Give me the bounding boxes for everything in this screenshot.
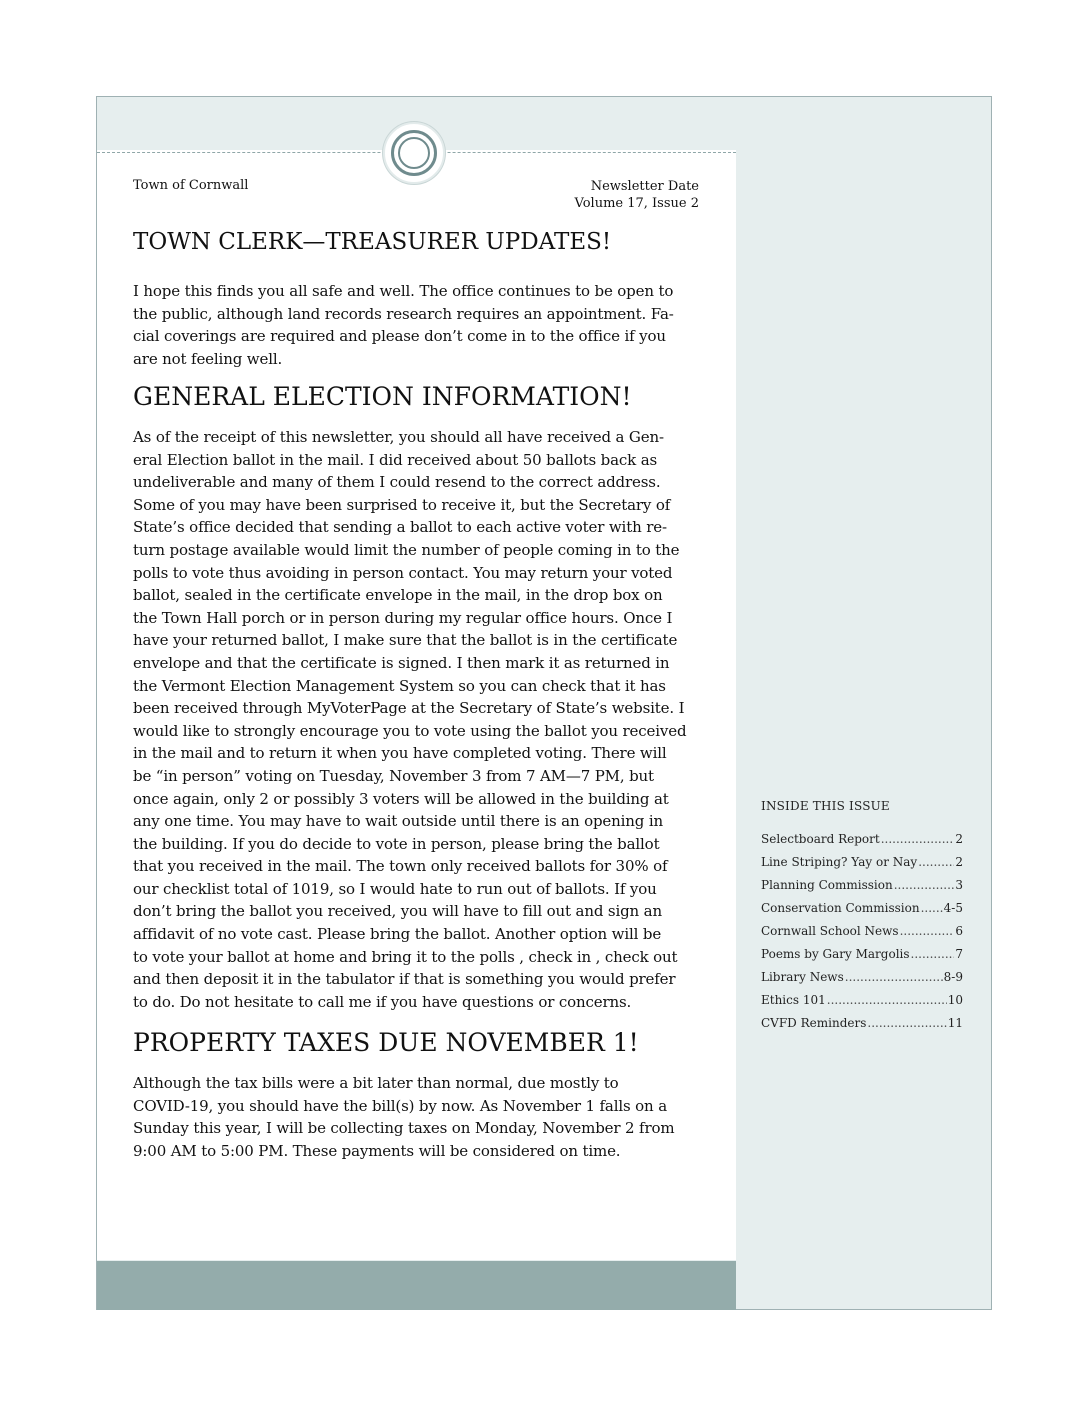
body-line: the building. If you do decide to vote in person, please bring the ballot [133,834,660,853]
toc-item[interactable] [761,851,963,874]
body-line: State’s office decided that sending a ballot to each active voter with re- [133,518,667,537]
toc-item-page: 8-9 [943,970,963,984]
article-property-taxes [133,1028,707,1162]
toc-item-label: Library News [761,970,844,984]
body-line: would like to strongly encourage you to vote using the ballot you received [133,721,687,740]
body-line: I hope this finds you all safe and well. The office continues to be open to [133,282,674,300]
toc-item[interactable] [761,943,963,966]
body-line: the public, although land records research requires an appointment. Fa- [133,304,674,323]
body-line: once again, only 2 or possibly 3 voters will be allowed in the building at [133,789,669,808]
body-line: be “in person” voting on Tuesday, November 3 from 7 AM—7 PM, but [133,766,654,785]
toc-item-page: 10 [947,993,963,1007]
toc-item-page: 4-5 [943,901,963,915]
toc-leader-dots [918,851,954,874]
body-line: Some of you may have been surprised to receive it, but the Secretary of [133,495,671,514]
body-line: affidavit of no vote cast. Please bring the ballot. Another option will be [133,925,662,944]
toc-item-label: Planning Commission [761,878,893,892]
footer-band [97,1261,736,1310]
toc-item-page: 2 [955,832,963,846]
toc-item-label: Line Striping? Yay or Nay [761,855,918,869]
toc-leader-dots [911,943,955,966]
article-clerk-updates [133,228,707,370]
body-line: 9:00 AM to 5:00 PM. These payments will be considered on time. [133,1141,621,1160]
article-body [133,426,707,1013]
toc-item[interactable] [761,874,963,897]
toc-leader-dots [881,828,955,851]
newsletter-date: Newsletter Date [590,179,699,194]
body-line: that you received in the mail. The town only received ballots for 30% of [133,857,668,876]
body-line: undeliverable and many of them I could resend to the correct address. [133,473,661,492]
toc-item-label: Cornwall School News [761,924,899,938]
volume-issue: Volume 17, Issue 2 [574,196,699,211]
body-line: are not feeling well. [133,349,283,368]
body-line: been received through MyVoterPage at the Secretary of State’s website. I [133,699,685,718]
toc-item[interactable] [761,897,963,920]
toc-title: INSIDE THIS ISSUE [761,799,890,813]
toc-item-page: 2 [955,855,963,869]
toc-item-page: 11 [947,1016,963,1030]
body-line: and then deposit it in the tabulator if that is something you would prefer [133,970,676,989]
toc-leader-dots [867,1012,946,1035]
article-heading: TOWN CLERK—TREASURER UPDATES! [133,229,612,255]
toc-list [761,828,963,1035]
body-line: turn postage available would limit the number of people coming in to the [133,540,680,559]
body-line: cial coverings are required and please don’t come in to the office if you [133,327,666,346]
body-line: any one time. You may have to wait outside until there is an opening in [133,812,664,831]
body-line: don’t bring the ballot you received, you will have to fill out and sign an [133,902,662,921]
body-line: the Town Hall porch or in person during my regular office hours. Once I [133,608,673,627]
ring-ornament-icon [383,122,445,184]
toc-item[interactable] [761,1012,963,1035]
inside-this-issue [761,798,963,1035]
toc-item-label: CVFD Reminders [761,1016,867,1030]
body-line: Although the tax bills were a bit later than normal, due mostly to [133,1074,619,1092]
body-line: As of the receipt of this newsletter, you should all have received a Gen- [133,428,664,446]
body-line: our checklist total of 1019, so I would hate to run out of ballots. If you [133,879,657,898]
body-line: to do. Do not hesitate to call me if you have questions or concerns. [133,992,632,1011]
body-line: ballot, sealed in the certificate envelope in the mail, in the drop box on [133,586,663,605]
town-name: Town of Cornwall [133,178,249,193]
article-heading: PROPERTY TAXES DUE NOVEMBER 1! [133,1028,639,1057]
article-general-election [133,382,707,1013]
toc-item-label: Conservation Commission [761,901,920,915]
body-line: eral Election ballot in the mail. I did received about 50 ballots back as [133,450,658,469]
toc-leader-dots [845,966,943,989]
toc-leader-dots [900,920,955,943]
toc-leader-dots [921,897,943,920]
body-line: COVID-19, you should have the bill(s) by now. As November 1 falls on a [133,1096,667,1115]
body-line: to vote your ballot at home and bring it to the polls , check in , check out [133,947,678,966]
article-body [133,280,707,370]
toc-item[interactable] [761,966,963,989]
toc-item-label: Selectboard Report [761,832,880,846]
toc-leader-dots [827,989,947,1012]
toc-item-label: Poems by Gary Margolis [761,947,910,961]
toc-leader-dots [894,874,955,897]
issue-info [500,178,699,212]
body-line: in the mail and to return it when you have completed voting. There will [133,744,667,763]
toc-item-page: 6 [955,924,963,938]
body-line: polls to vote thus avoiding in person contact. You may return your voted [133,563,673,582]
article-heading: GENERAL ELECTION INFORMATION! [133,382,632,411]
body-line: have your returned ballot, I make sure that the ballot is in the certificate [133,631,678,650]
body-line: Sunday this year, I will be collecting taxes on Monday, November 2 from [133,1119,675,1138]
article-body [133,1072,707,1162]
toc-item-label: Ethics 101 [761,993,826,1007]
toc-item[interactable] [761,920,963,943]
toc-item-page: 7 [955,947,963,961]
body-line: the Vermont Election Management System so you can check that it has [133,676,666,695]
body-line: envelope and that the certificate is signed. I then mark it as returned in [133,653,670,672]
toc-item[interactable] [761,828,963,851]
toc-item-page: 3 [955,878,963,892]
toc-item[interactable] [761,989,963,1012]
